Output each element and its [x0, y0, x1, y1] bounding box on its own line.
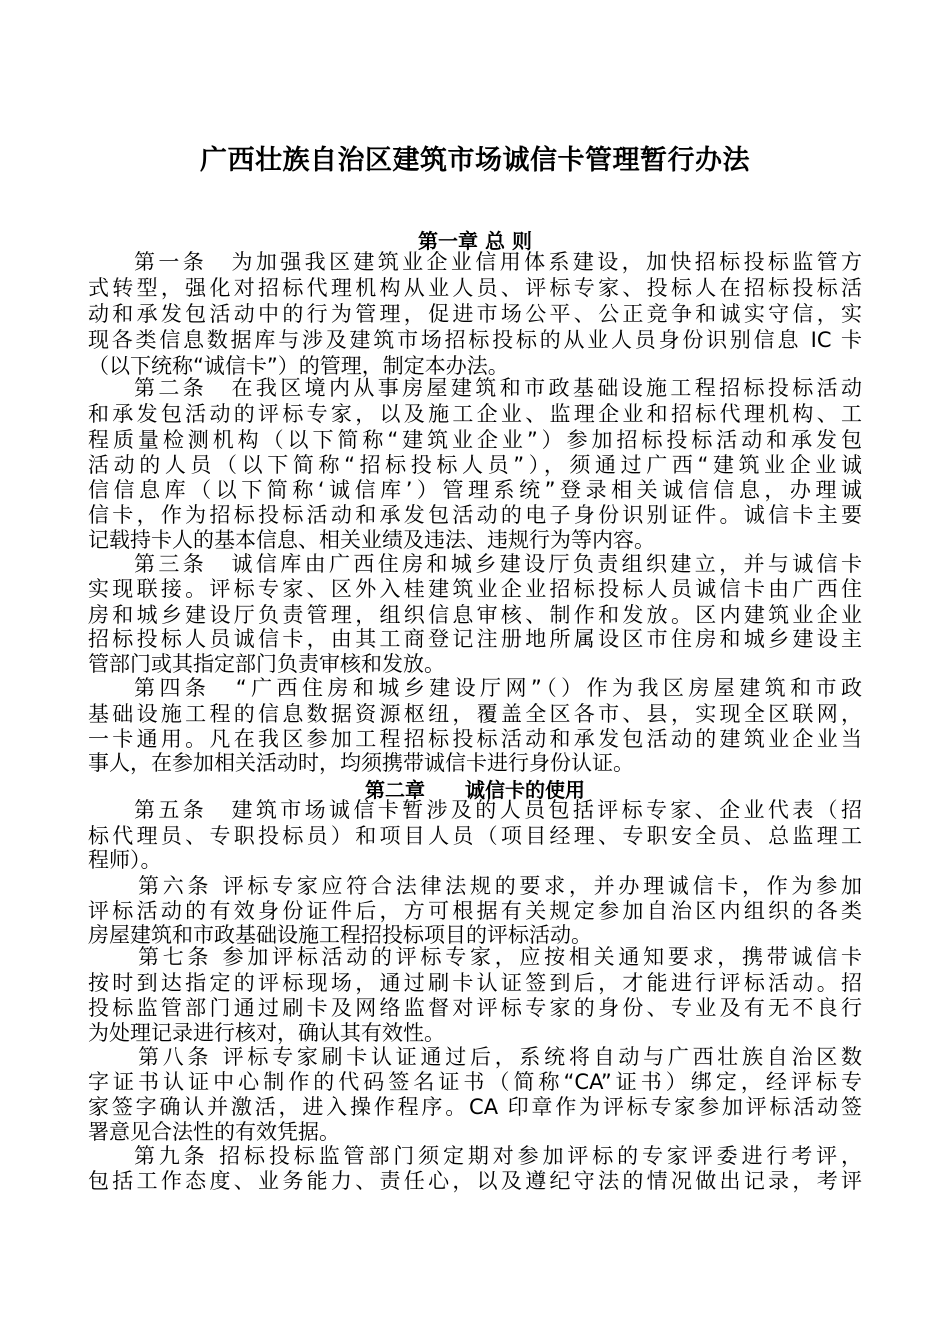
text-line: 房屋建筑和市政基础设施工程招投标项目的评标活动。 — [88, 923, 592, 947]
text-line: 程师）。 — [88, 848, 162, 872]
text-line: 动和承发包活动中的行为管理，促进市场公平、公正竞争和诚实守信，实 — [88, 302, 862, 326]
text-line: 包括工作态度、业务能力、责任心，以及遵纪守法的情况做出记录，考评 — [88, 1169, 862, 1193]
text-line: 字证书认证中心制作的代码签名证书（简称“CA”证书）绑定，经评标专 — [88, 1070, 862, 1094]
text-line: 家签字确认并激活，进入操作程序。CA 印章作为评标专家参加评标活动签 — [88, 1095, 862, 1119]
text-line: 记载持卡人的基本信息、相关业绩及违法、违规行为等内容。 — [88, 528, 655, 552]
text-line: 一卡通用。凡在我区参加工程招标投标活动和承发包活动的建筑业企业当 — [88, 727, 862, 751]
text-line: 为处理记录进行核对，确认其有效性。 — [88, 1021, 445, 1045]
text-line: 和承发包活动的评标专家，以及施工企业、监理企业和招标代理机构、工 — [88, 402, 862, 426]
text-line: 活动的人员（以下简称“招标投标人员”），须通过广西“建筑业企业诚 — [88, 453, 862, 477]
text-line: 房和城乡建设厅负责管理，组织信息审核、制作和发放。区内建筑业企业 — [88, 603, 862, 627]
text-line: 事人，在参加相关活动时，均须携带诚信卡进行身份认证。 — [88, 751, 634, 775]
text-line: 第六条 评标专家应符合法律法规的要求，并办理诚信卡，作为参加 — [138, 874, 862, 898]
document-title: 广西壮族自治区建筑市场诚信卡管理暂行办法 — [200, 145, 750, 176]
text-line: 评标活动的有效身份证件后，方可根据有关规定参加自治区内组织的各类 — [88, 899, 862, 923]
text-line: （以下统称“诚信卡”）的管理，制定本办法。 — [88, 354, 509, 378]
text-line: 第二条 在我区境内从事房屋建筑和市政基础设施工程招标投标活动 — [134, 376, 862, 400]
text-line: 标代理员、专职投标员）和项目人员（项目经理、专职安全员、总监理工 — [88, 824, 862, 848]
text-line: 信卡，作为招标投标活动和承发包活动的电子身份识别证件。诚信卡主要 — [88, 503, 862, 527]
text-line: 招标投标人员诚信卡，由其工商登记注册地所属设区市住房和城乡建设主 — [88, 627, 862, 651]
text-line: 实现联接。评标专家、区外入桂建筑业企业招标投标人员诚信卡由广西住 — [88, 577, 862, 601]
text-line: 第四条 “广西住房和城乡建设厅网”（）作为我区房屋建筑和市政 — [134, 676, 862, 700]
text-line: 现各类信息数据库与涉及建筑市场招标投标的从业人员身份识别信息 IC 卡 — [88, 328, 862, 352]
text-line: 基础设施工程的信息数据资源枢纽，覆盖全区各市、县，实现全区联网， — [88, 702, 862, 726]
text-line: 第五条 建筑市场诚信卡暂涉及的人员包括评标专家、企业代表（招 — [134, 798, 862, 822]
text-line: 第八条 评标专家刷卡认证通过后，系统将自动与广西壮族自治区数 — [138, 1045, 862, 1069]
text-line: 第七条 参加评标活动的评标专家，应按相关通知要求，携带诚信卡 — [138, 945, 862, 969]
text-line: 投标监管部门通过刷卡及网络监督对评标专家的身份、专业及有无不良行 — [88, 996, 862, 1020]
text-line: 信信息库（以下简称‘诚信库’）管理系统”登录相关诚信信息，办理诚 — [88, 478, 862, 502]
text-line: 第九条 招标投标监管部门须定期对参加评标的专家评委进行考评， — [134, 1144, 862, 1168]
text-line: 第三条 诚信库由广西住房和城乡建设厅负责组织建立，并与诚信卡 — [134, 552, 862, 576]
text-line: 按时到达指定的评标现场，通过刷卡认证签到后，才能进行评标活动。招 — [88, 971, 862, 995]
text-line: 式转型，强化对招标代理机构从业人员、评标专家、投标人在招标投标活 — [88, 276, 862, 300]
text-line: 第一条 为加强我区建筑业企业信用体系建设，加快招标投标监管方 — [134, 250, 862, 274]
text-line: 管部门或其指定部门负责审核和发放。 — [88, 652, 445, 676]
chapter-heading: 第一章 总 则 — [418, 229, 532, 253]
text-line: 署意见合法性的有效凭据。 — [88, 1120, 340, 1144]
chapter-heading: 第二章 诚信卡的使用 — [365, 778, 585, 802]
text-line: 程质量检测机构（以下简称“建筑业企业”）参加招标投标活动和承发包 — [88, 428, 862, 452]
